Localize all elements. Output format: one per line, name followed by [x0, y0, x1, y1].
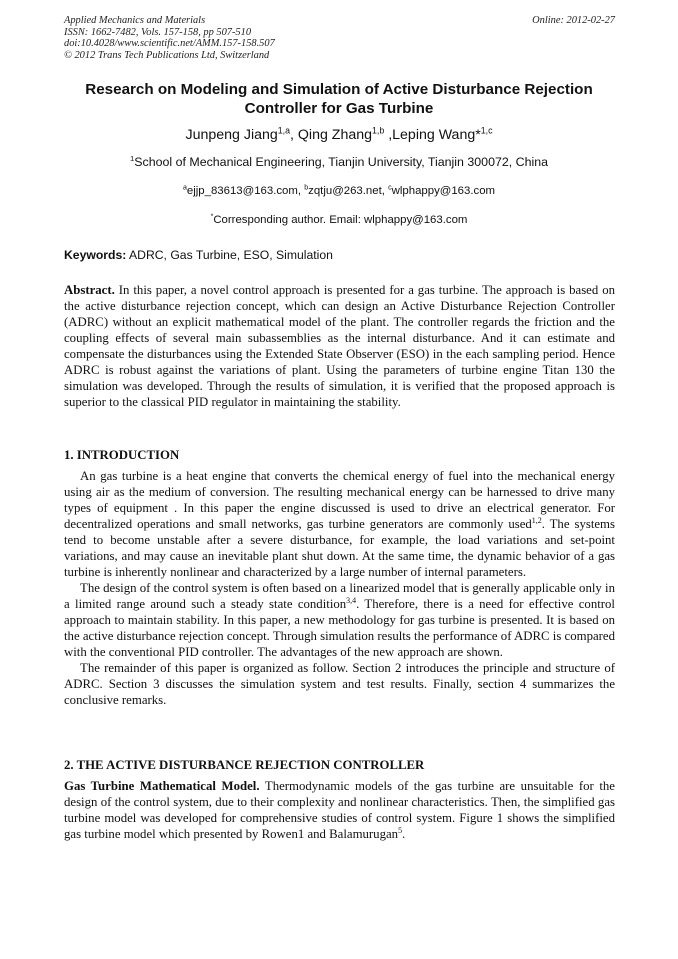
citation-superscript: 5	[398, 825, 403, 835]
email-address: zqtju@263.net,	[308, 185, 389, 197]
section-heading-introduction: 1. INTRODUCTION	[64, 448, 180, 462]
author-name: , Qing Zhang	[290, 127, 373, 143]
email-superscript: a	[182, 184, 187, 192]
email-superscript: c	[388, 184, 392, 192]
abstract-label: Abstract.	[64, 283, 115, 297]
paragraph	[64, 468, 615, 580]
author-superscript: 1,c	[480, 125, 493, 136]
journal-header	[64, 15, 615, 61]
email-address: ejjp_83613@163.com,	[186, 185, 305, 197]
author-list	[0, 126, 678, 144]
journal-name: Applied Mechanics and Materials	[64, 15, 206, 26]
section-introduction	[64, 468, 615, 708]
abstract-text: In this paper, a novel control approach is presented for a gas turbine. The approach is based on the active disturbance rejection concept, which can design an Active Disturbance Rejection Controller (ADRC) without an explicit mathematical model of the plant. The controller regards the friction and the coupling effects of several main subassemblies as the internal disturbance. And it can estimate and compensate the disturbances using the Extended State Observer (ESO) in the each sampling period. Hence ADRC is robust against the variations of plant. Using the parameters of turbine engine Titan 130 the simulation was developed. Through the results of simulation, it is verified that the proposed approach is superior to the classical PID regulator in maintaining the stability.	[64, 283, 615, 409]
section-adrc	[64, 778, 615, 842]
subsection-label: Gas Turbine Mathematical Model.	[64, 779, 260, 793]
paragraph-text: . The systems tend to become unstable after a severe disturbance, for example, the load variations and set-point variations, and may cause an inevitable plant shut down. At the same time, the dynamic behavior of a gas turbine is inherently nonlinear and characterized by a large number of internal parameters.	[64, 517, 615, 579]
paragraph-text: .	[402, 827, 406, 841]
author-name: Junpeng Jiang	[185, 127, 278, 143]
paragraph-text: The design of the control system is often based on a linearized model that is generally applicable only in a limited range around such a steady state condition	[64, 581, 615, 611]
paper-title: Research on Modeling and Simulation of Active Disturbance Rejection Controller for Gas Turbine	[85, 81, 593, 117]
journal-issn: ISSN: 1662-7482, Vols. 157-158, pp 507-510	[64, 26, 252, 38]
citation-superscript: 3,4	[346, 595, 357, 605]
online-date: Online: 2012-02-27	[532, 15, 615, 26]
affiliation-text: School of Mechanical Engineering, Tianjin University, Tianjin 300072, China	[134, 155, 548, 169]
email-list	[0, 184, 678, 198]
author-superscript: 1,b	[372, 125, 385, 136]
author-superscript: 1,a	[277, 125, 290, 136]
affiliation	[0, 155, 678, 170]
paragraph	[64, 778, 615, 842]
corresponding-author	[0, 213, 678, 227]
paragraph-text: An gas turbine is a heat engine that converts the chemical energy of fuel into the mechanical energy using air as the medium of conversion. The resulting mechanical energy can be harnessed to drive many types of equipment . In this paper the engine discussed is used to drive an electrical generator. For decentralized operations and small networks, gas turbine generators are commonly used	[64, 469, 615, 531]
affiliation-superscript: 1	[130, 154, 135, 164]
keywords-text: ADRC, Gas Turbine, ESO, Simulation	[126, 248, 333, 262]
paragraph-text: . Therefore, there is a need for effective control approach to maintain stability. In this paper, a new methodology for gas turbine is presented. It is based on the active disturbance rejection concept. Through simulation results the performance of ADRC is compared with the conventional PID controller. The advantages of the new approach are shown.	[64, 597, 615, 659]
journal-doi: doi:10.4028/www.scientific.net/AMM.157-158.507	[64, 38, 275, 50]
journal-copyright: © 2012 Trans Tech Publications Ltd, Switzerland	[64, 49, 270, 61]
section-heading-adrc: 2. THE ACTIVE DISTURBANCE REJECTION CONTROLLER	[64, 758, 425, 772]
corresponding-text: Corresponding author. Email: wlphappy@163.com	[213, 214, 468, 226]
paragraph: The remainder of this paper is organized as follow. Section 2 introduces the principle and structure of ADRC. Section 3 discusses the simulation system and test results. Finally, section 4 summarizes the conclusive remarks.	[64, 661, 615, 707]
abstract	[64, 282, 615, 410]
email-superscript: b	[304, 184, 309, 192]
author-name: ,Leping Wang*	[384, 127, 481, 143]
paragraph	[64, 580, 615, 660]
keywords	[64, 248, 615, 263]
corresponding-superscript: *	[210, 213, 214, 221]
paragraph-text: Thermodynamic models of the gas turbine are unsuitable for the design of the control system, due to their complexity and nonlinear characteristics. Then, the simplified gas turbine model was developed for comprehensive studies of control system. Figure 1 shows the simplified gas turbine model which presented by Rowen1 and Balamurugan	[64, 779, 615, 841]
keywords-label: Keywords:	[64, 248, 127, 262]
email-address: wlphappy@163.com	[391, 185, 496, 197]
citation-superscript: 1,2	[531, 515, 542, 525]
